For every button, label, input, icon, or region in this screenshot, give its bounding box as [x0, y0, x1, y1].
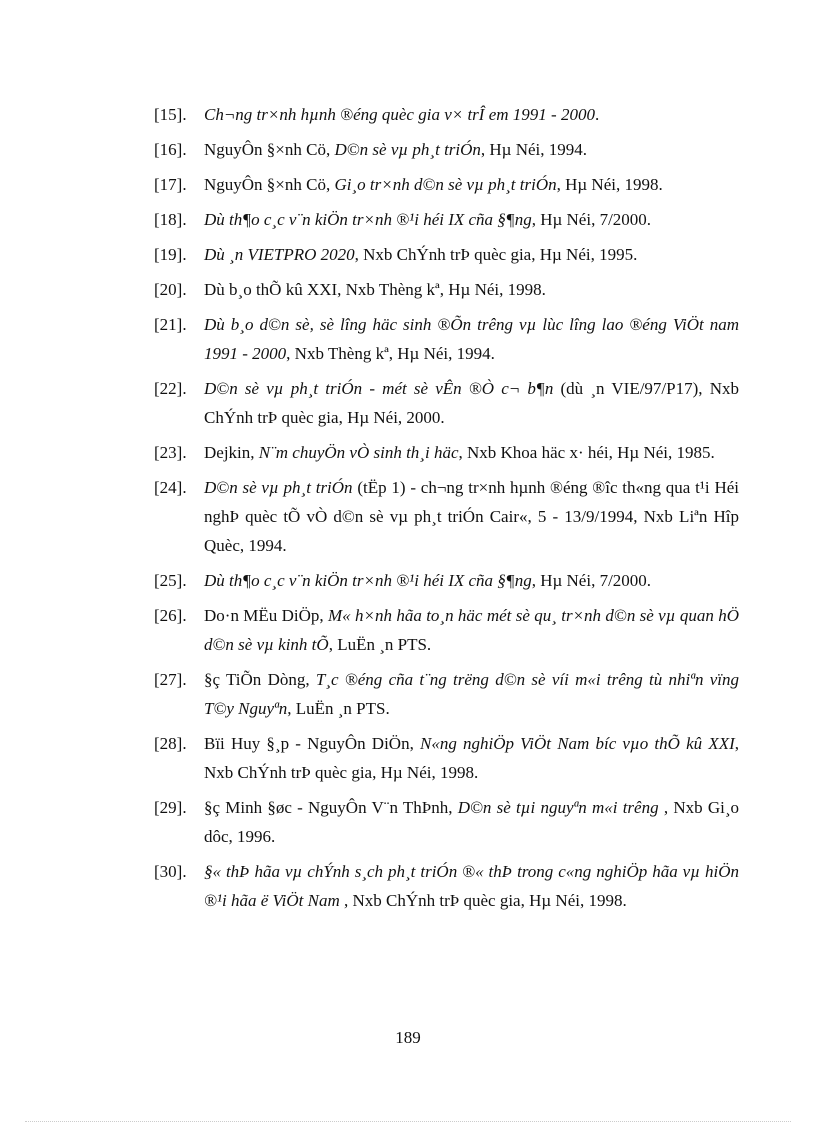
reference-number: [22].: [154, 379, 187, 398]
reference-detail: (dù ¸n VIE/97/P17), Nxb ChÝnh trÞ quèc gia, Hµ Néi, 2000.: [204, 379, 739, 427]
reference-detail: §ç TiÕn Dòng,: [204, 670, 316, 689]
reference-item: [154, 665, 739, 723]
reference-item: [154, 310, 739, 368]
reference-item: [154, 473, 739, 560]
reference-item: [154, 566, 739, 595]
reference-number: [20].: [154, 280, 187, 299]
reference-list: [154, 100, 739, 921]
reference-title: N«ng nghiÖp ViÖt Nam bíc vµo thÕ kû XXI: [420, 734, 735, 753]
reference-title: M« h×nh hãa to¸n häc mét sè qu¸ tr×nh d©n sè vµ quan hÖ d©n sè vµ kinh tÕ: [204, 606, 739, 654]
reference-detail: , Nxb ChÝnh trÞ quèc gia, Hµ Néi, 1998.: [344, 891, 627, 910]
reference-detail: §ç Minh §øc - NguyÔn V¨n ThÞnh,: [204, 798, 458, 817]
reference-title: D©n sè vµ ph¸t triÓn: [334, 140, 481, 159]
reference-number: [30].: [154, 862, 187, 881]
page-number: 189: [395, 1028, 421, 1047]
reference-number: [28].: [154, 734, 187, 753]
reference-item: [154, 240, 739, 269]
reference-number: [25].: [154, 571, 187, 590]
reference-text: [204, 310, 739, 368]
reference-title: Dù th¶o c¸c v¨n kiÖn tr×nh ®¹i héi IX cña §¶ng: [204, 210, 532, 229]
reference-number: [19].: [154, 245, 187, 264]
reference-detail: , Nxb Khoa häc x· héi, Hµ Néi, 1985.: [458, 443, 715, 462]
reference-detail: , Hµ Néi, 1994.: [480, 140, 588, 159]
reference-item: [154, 438, 739, 467]
reference-detail: (tËp 1) - ch¬ng tr×nh hµnh ®éng ®îc th«ng qua t¹i Héi nghÞ quèc tÕ vÒ d©n sè vµ ph¸t triÓn Cair«, 5 - 13/9/1994, Nxb Liªn Hîp Quèc, 1994.: [204, 478, 739, 555]
reference-number: [27].: [154, 670, 187, 689]
reference-detail: , LuËn ¸n PTS.: [328, 635, 432, 654]
reference-text: [204, 240, 739, 269]
reference-text: [204, 275, 739, 304]
reference-title: N¨m chuyÖn vÒ sinh th¸i häc: [258, 443, 459, 462]
reference-title: Dù ¸n VIETPRO 2020: [204, 245, 355, 264]
reference-detail: , Nxb ChÝnh trÞ quèc gia, Hµ Néi, 1995.: [354, 245, 638, 264]
reference-detail: Do·n MËu DiÖp,: [204, 606, 329, 625]
reference-item: [154, 793, 739, 851]
reference-detail: , Nxb Gi¸o dôc, 1996.: [204, 798, 739, 846]
reference-detail: Bïi Huy §¸p - NguyÔn DiÖn,: [204, 734, 420, 753]
reference-title: T¸c ®éng cña t¨ng trëng d©n sè víi m«i trêng tù nhiªn vïng T©y Nguyªn: [204, 670, 739, 718]
reference-text: [204, 473, 739, 560]
reference-title: D©n sè vµ ph¸t triÓn - mét sè vÊn ®Ò c¬ b¶n: [204, 379, 554, 398]
reference-text: [204, 793, 739, 851]
reference-number: [16].: [154, 140, 187, 159]
reference-item: [154, 170, 739, 199]
reference-title: D©n sè vµ ph¸t triÓn: [204, 478, 353, 497]
reference-number: [23].: [154, 443, 187, 462]
reference-text: [204, 135, 739, 164]
reference-detail: Dù b¸o thÕ kû XXI, Nxb Thèng kª, Hµ Néi, 1998.: [204, 280, 546, 299]
reference-item: [154, 100, 739, 129]
reference-item: [154, 601, 739, 659]
reference-number: [21].: [154, 315, 187, 334]
reference-detail: NguyÔn §×nh Cö,: [204, 140, 335, 159]
reference-item: [154, 857, 739, 915]
reference-text: [204, 100, 739, 129]
reference-title: Ch¬ng tr×nh hµnh ®éng quèc gia v× trÎ em 1991 - 2000: [204, 105, 595, 124]
reference-number: [18].: [154, 210, 187, 229]
reference-text: [204, 566, 739, 595]
reference-text: [204, 601, 739, 659]
reference-text: [204, 374, 739, 432]
reference-title: Gi¸o tr×nh d©n sè vµ ph¸t triÓn: [334, 175, 557, 194]
reference-detail: , Hµ Néi, 7/2000.: [531, 571, 652, 590]
reference-item: [154, 135, 739, 164]
reference-detail: , Hµ Néi, 7/2000.: [531, 210, 652, 229]
reference-detail: , LuËn ¸n PTS.: [287, 699, 390, 718]
reference-text: [204, 170, 739, 199]
reference-title: §« thÞ hãa vµ chÝnh s¸ch ph¸t triÓn ®« thÞ trong c«ng nghiÖp hãa vµ hiÖn ®¹i hãa ë ViÖt Nam: [204, 862, 739, 910]
reference-number: [26].: [154, 606, 187, 625]
reference-detail: , Hµ Néi, 1998.: [556, 175, 663, 194]
reference-title: Dù th¶o c¸c v¨n kiÖn tr×nh ®¹i héi IX cña §¶ng: [204, 571, 532, 590]
reference-detail: .: [594, 105, 600, 124]
reference-item: [154, 729, 739, 787]
reference-text: [204, 438, 739, 467]
reference-detail: Dejkin,: [204, 443, 259, 462]
reference-detail: , Nxb ChÝnh trÞ quèc gia, Hµ Néi, 1998.: [204, 734, 740, 782]
reference-number: [24].: [154, 478, 187, 497]
reference-title: D©n sè tµi nguyªn m«i trêng: [457, 798, 664, 817]
reference-text: [204, 665, 739, 723]
reference-title: Dù b¸o d©n sè, sè lîng häc sinh ®Õn trêng vµ lùc lîng lao ®éng ViÖt nam 1991 - 2000: [204, 315, 739, 363]
reference-number: [29].: [154, 798, 187, 817]
reference-detail: NguyÔn §×nh Cö,: [204, 175, 335, 194]
reference-item: [154, 275, 739, 304]
reference-item: [154, 374, 739, 432]
reference-text: [204, 729, 739, 787]
reference-text: [204, 205, 739, 234]
reference-number: [17].: [154, 175, 187, 194]
bottom-rule: [25, 1121, 791, 1122]
reference-text: [204, 857, 739, 915]
reference-number: [15].: [154, 105, 187, 124]
reference-detail: , Nxb Thèng kª, Hµ Néi, 1994.: [286, 344, 495, 363]
reference-item: [154, 205, 739, 234]
